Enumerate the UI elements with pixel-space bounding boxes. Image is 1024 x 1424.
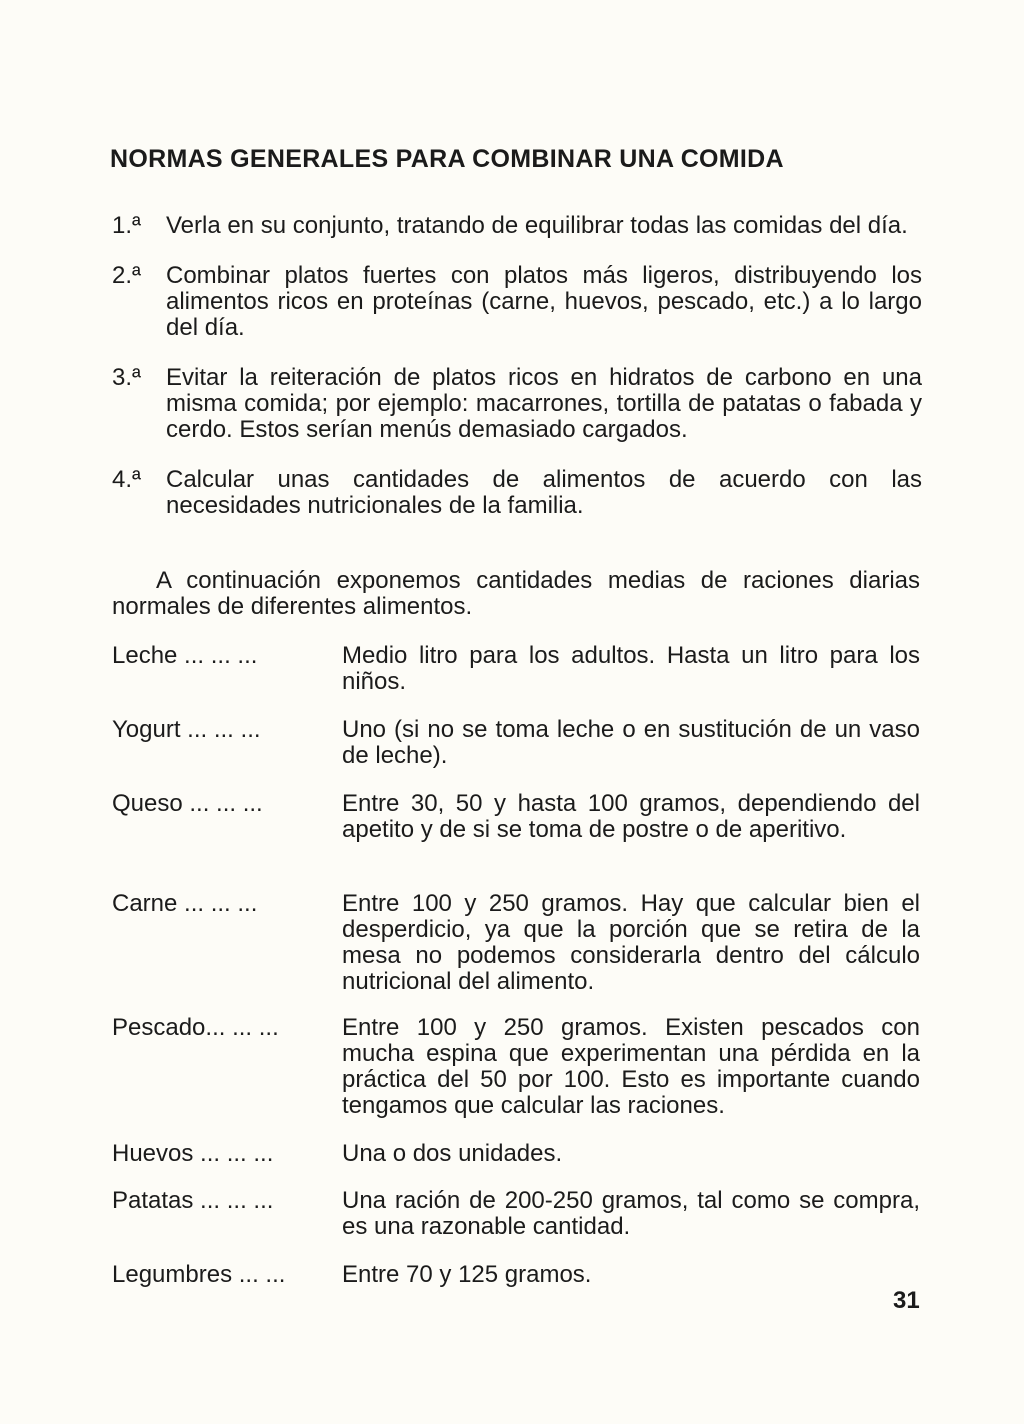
food-name: Patatas ... ... ... <box>112 1187 274 1214</box>
food-name: Legumbres ... ... <box>112 1261 286 1288</box>
food-name: Leche ... ... ... <box>112 642 258 669</box>
rule-number: 4.ª <box>112 466 141 493</box>
rule-text: Combinar platos fuertes con platos más ligeros, distribuyendo los alimentos ricos en proteínas (carne, huevos, pescado, etc.) a lo largo del día. <box>166 262 922 341</box>
food-amount: Una ración de 200-250 gramos, tal como se compra, es una razonable cantidad. <box>342 1187 920 1240</box>
food-amount: Medio litro para los adultos. Hasta un litro para los niños. <box>342 642 920 695</box>
food-amount: Entre 100 y 250 gramos. Existen pescados con mucha espina que experimentan una pérdida en la práctica del 50 por 100. Esto es importante cuando tengamos que calcular las raciones. <box>342 1014 920 1119</box>
rule-number: 1.ª <box>112 212 141 239</box>
page-number: 31 <box>893 1287 920 1314</box>
food-name: Queso ... ... ... <box>112 790 263 817</box>
food-amount: Entre 100 y 250 gramos. Hay que calcular bien el desperdicio, ya que la porción que se retira de la mesa no podemos considerarla dentro del cálculo nutricional del alimento. <box>342 890 920 995</box>
rules-list <box>112 213 922 543</box>
intro-paragraph: A continuación exponemos cantidades medias de raciones diarias normales de diferentes alimentos. <box>112 567 920 620</box>
food-name: Pescado... ... ... <box>112 1014 279 1041</box>
food-amount: Uno (si no se toma leche o en sustitución de un vaso de leche). <box>342 716 920 769</box>
rule-text: Verla en su conjunto, tratando de equilibrar todas las comidas del día. <box>166 212 908 239</box>
rule-number: 2.ª <box>112 262 141 289</box>
food-amount: Entre 30, 50 y hasta 100 gramos, dependiendo del apetito y de si se toma de postre o de aperitivo. <box>342 790 920 843</box>
food-amount: Una o dos unidades. <box>342 1140 563 1167</box>
food-amount: Entre 70 y 125 gramos. <box>342 1261 592 1288</box>
rule-text: Evitar la reiteración de platos ricos en hidratos de carbono en una misma comida; por ejemplo: macarrones, tortilla de patatas o fabada y cerdo. Estos serían menús demasiado cargados. <box>166 364 922 443</box>
rule-item <box>112 263 922 341</box>
rule-item <box>112 365 922 443</box>
food-name: Carne ... ... ... <box>112 890 258 917</box>
rule-text: Calcular unas cantidades de alimentos de acuerdo con las necesidades nutricionales de la familia. <box>166 466 922 519</box>
food-name: Huevos ... ... ... <box>112 1140 274 1167</box>
rule-item <box>112 213 922 239</box>
food-name: Yogurt ... ... ... <box>112 716 261 743</box>
section-heading: NORMAS GENERALES PARA COMBINAR UNA COMIDA <box>110 145 784 173</box>
rule-number: 3.ª <box>112 364 141 391</box>
rule-item <box>112 467 922 519</box>
